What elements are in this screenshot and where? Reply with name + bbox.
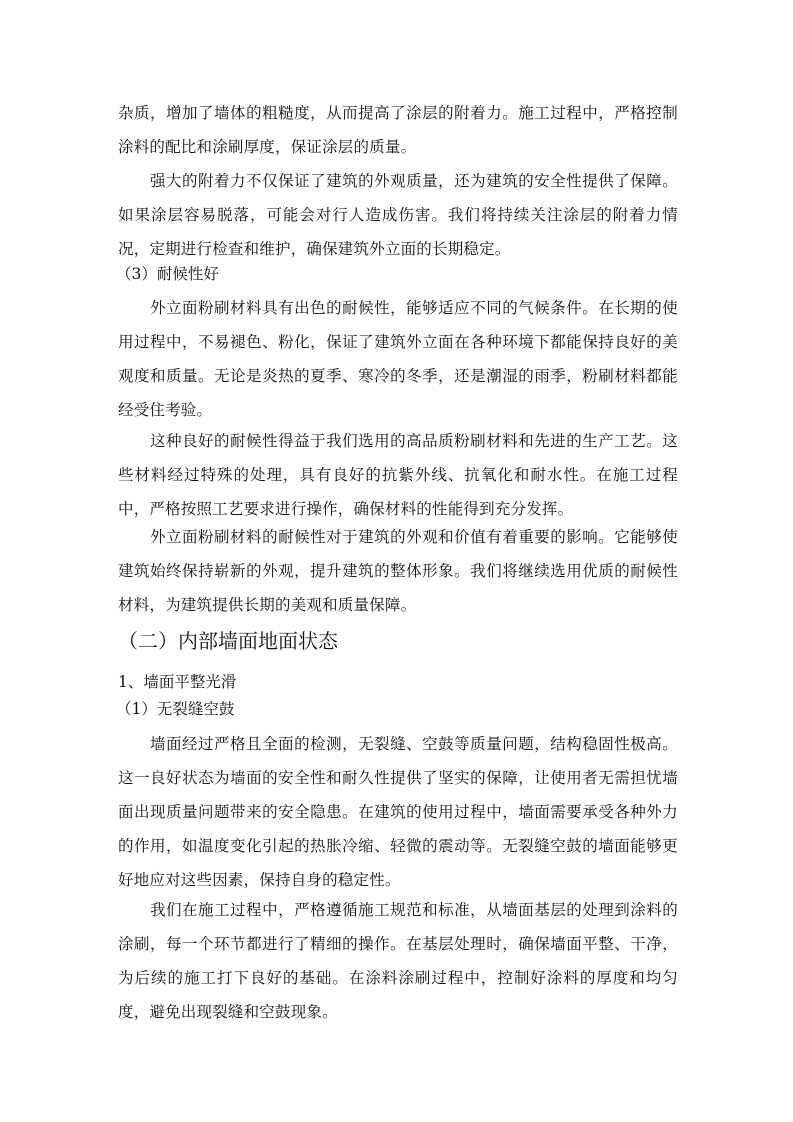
subheading-weather-resistance: （3）耐候性好 xyxy=(116,265,219,283)
paragraph-adhesion-safety: 强大的附着力不仅保证了建筑的外观质量，还为建筑的安全性提供了保障。如果涂层容易脱落，可能会对行人造成伤害。我们将持续关注涂层的附着力情况，定期进行检查和维护，确保建筑外立面的长期稳定。 xyxy=(118,172,678,258)
subheading-no-cracks: （1）无裂缝空鼓 xyxy=(116,700,235,718)
paragraph-adhesion-continued: 杂质，增加了墙体的粗糙度，从而提高了涂层的附着力。施工过程中，严格控制涂料的配比和涂刷厚度，保证涂层的质量。 xyxy=(118,104,678,156)
paragraph-weather-value: 外立面粉刷材料的耐候性对于建筑的外观和价值有着重要的影响。它能够使建筑始终保持崭新的外观，提升建筑的整体形象。我们将继续选用优质的耐候性材料，为建筑提供长期的美观和质量保障。 xyxy=(118,528,678,614)
subheading-wall-smooth: 1、墙面平整光滑 xyxy=(118,673,237,691)
paragraph-weather-materials: 这种良好的耐候性得益于我们选用的高品质粉刷材料和先进的生产工艺。这些材料经过特殊的处理，具有良好的抗紫外线、抗氧化和耐水性。在施工过程中，严格按照工艺要求进行操作，确保材料的性能得到充分发挥。 xyxy=(118,432,678,518)
paragraph-no-cracks: 墙面经过严格且全面的检测，无裂缝、空鼓等质量问题，结构稳固性极高。这一良好状态为墙面的安全性和耐久性提供了坚实的保障，让使用者无需担忧墙面出现质量问题带来的安全隐患。在建筑的使用过程中，墙面需要承受各种外力的作用，如温度变化引起的热胀冷缩、轻微的震动等。无裂缝空鼓的墙面能够更好地应对这些因素，保持自身的稳定性。 xyxy=(118,735,678,889)
paragraph-weather-resistance: 外立面粉刷材料具有出色的耐候性，能够适应不同的气候条件。在长期的使用过程中，不易褪色、粉化，保证了建筑外立面在各种环境下都能保持良好的美观度和质量。无论是炎热的夏季、寒冷的冬季，还是潮湿的雨季，粉刷材料都能经受住考验。 xyxy=(118,299,678,419)
paragraph-construction-process: 我们在施工过程中，严格遵循施工规范和标准，从墙面基层的处理到涂料的涂刷，每一个环节都进行了精细的操作。在基层处理时，确保墙面平整、干净，为后续的施工打下良好的基础。在涂料涂刷过程中，控制好涂料的厚度和均匀度，避免出现裂缝和空鼓现象。 xyxy=(118,901,678,1021)
section-heading-interior: （二）内部墙面地面状态 xyxy=(118,629,338,653)
